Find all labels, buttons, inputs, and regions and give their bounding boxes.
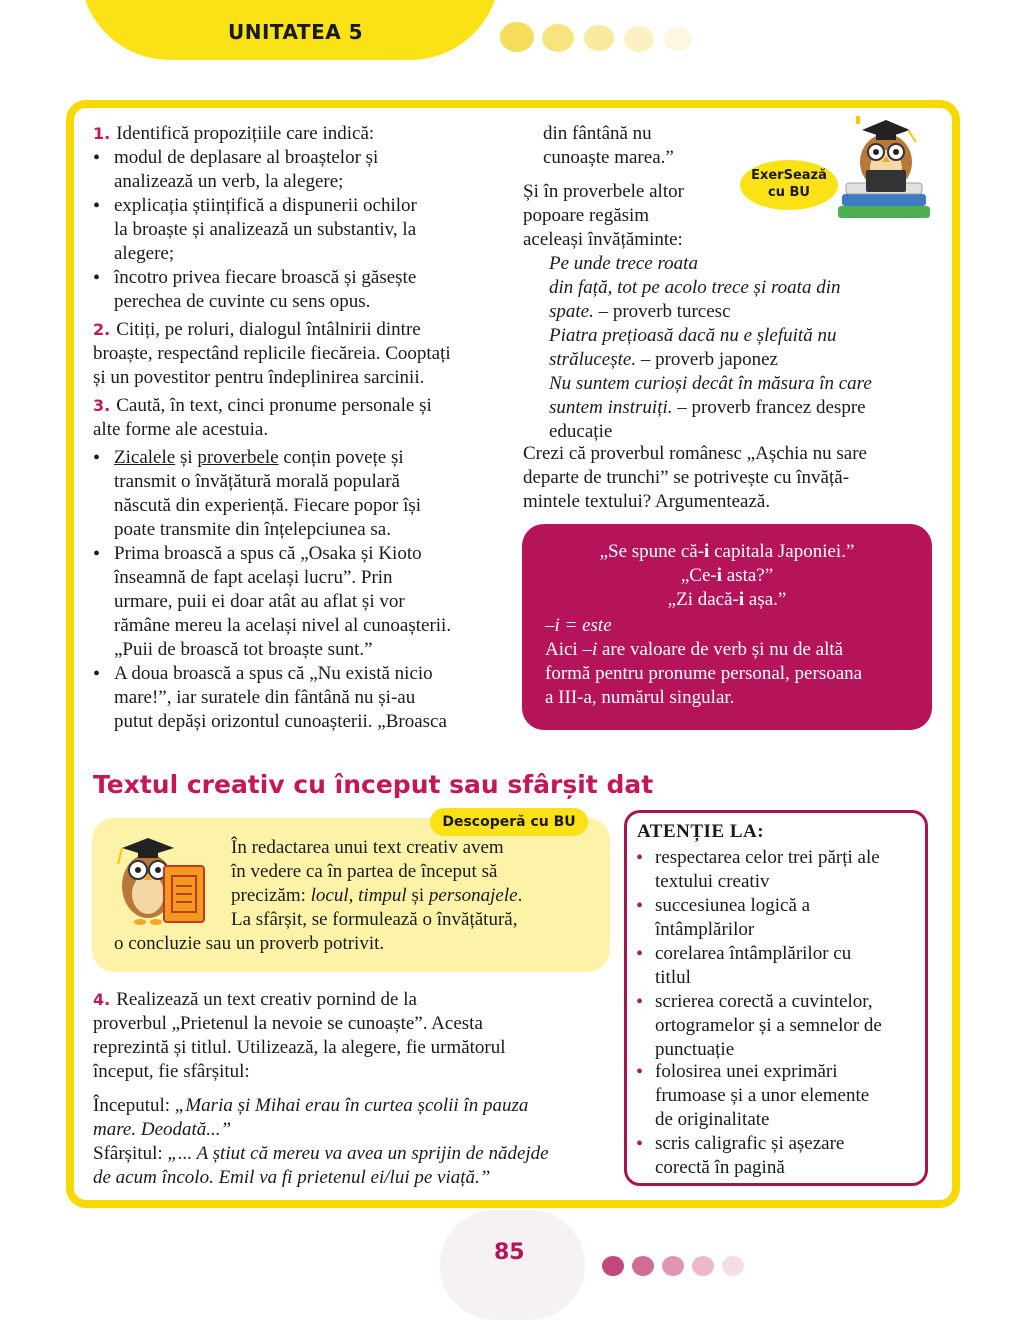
proverbs-intro: Și în proverbele altor popoare regăsim aceleași învățăminte: (523, 181, 684, 250)
bullet-icon: • (93, 663, 101, 685)
footer-dot (632, 1256, 654, 1276)
grammar-rule: –i = este (545, 615, 612, 636)
header-dot (624, 26, 654, 52)
bullet-icon: • (636, 847, 644, 869)
bullet-icon: • (93, 195, 101, 217)
exercise-3-prompt: 3. Caută, în text, cinci pronume personale și alte forme ale acestuia. (93, 395, 432, 440)
bullet-icon: • (636, 1133, 644, 1155)
header-dot (664, 27, 692, 51)
exercise-2-prompt: 2. Citiți, pe roluri, dialogul întâlnirii dintre broaște, respectând replicile fiecăreia. Cooptați și un povestitor pentru îndeplinirea sarcinii. (93, 319, 451, 388)
exercise-4-options: Începutul: „Maria și Mihai erau în curtea școlii în pauza mare. Deodată...” Sfârșitul: „... A știut că mereu va avea un sprijin de nădejde de acum încolo. Emil va fi prietenul ei/lui pe viață.” (93, 1095, 549, 1188)
header-dot (542, 24, 574, 52)
owl-book-illustration (104, 830, 216, 930)
page-number: 85 (494, 1240, 525, 1265)
descopera-tag: Descoperă cu BU (430, 808, 588, 836)
attention-item: succesiunea logică a întâmplărilor (655, 895, 811, 940)
exercise-number: 4. (93, 990, 111, 1009)
grammar-quotes: „Se spune că-i capitala Japoniei.” „Ce-i asta?” „Zi dacă-i așa.” (599, 541, 855, 610)
exercise-4-prompt: 4. Realizează un text creativ pornind de la proverbul „Prietenul la nevoie se cunoaște”. Acesta reprezintă și titlul. Utilizează, la alegere, fie următorul început, fie sfârșitul: (93, 989, 506, 1082)
proverb-french: Nu suntem curioși decât în măsura în care suntem instruiți. – proverb francez despre educație (549, 373, 872, 442)
attention-item: scrierea corectă a cuvintelor, ortogramelor și a semnelor de punctuație (655, 991, 882, 1060)
attention-item: respectarea celor trei părți ale textului creativ (655, 847, 880, 892)
bullet-text: explicația științifică a dispunerii ochilor la broaște și analizează un substantiv, la alegere; (114, 195, 417, 264)
section-title: Textul creativ cu început sau sfârșit dat (93, 770, 654, 799)
owl-laptop-illustration (832, 108, 936, 226)
grammar-note-box (522, 524, 932, 730)
bullet-icon: • (636, 1061, 644, 1083)
bullet-icon: • (636, 943, 644, 965)
bullet-icon: • (93, 147, 101, 169)
bullet-icon: • (636, 991, 644, 1013)
attention-item: scris caligrafic și așezare corectă în pagină (655, 1133, 845, 1178)
quote-continuation: din fântână nu cunoaște marea.” (543, 123, 674, 168)
page-number-blob (440, 1210, 585, 1320)
panel-text-top: În redactarea unui text creativ avem în vedere ca în partea de început să precizăm: locul, timpul și personajele. La sfârșit, se formulează o învățătură, (231, 837, 523, 930)
info-bullet-proverbs: Zicalele și proverbele conțin povețe și transmit o învățătură morală populară născută din experiență. Fiecare popor își poate transmite din înțelepciunea sa. (114, 447, 422, 540)
footer-dot (722, 1256, 744, 1276)
exerseaza-badge: ExerSează cu BU (740, 160, 838, 210)
exercise-number: 1. (93, 124, 111, 143)
header-dot (584, 25, 614, 51)
proverb-question: Crezi că proverbul românesc „Așchia nu sare departe de trunchi” se potrivește cu învăță- mintele textului? Argumentează. (523, 443, 867, 512)
attention-item: folosirea unei exprimări frumoase și a unor elemente de originalitate (655, 1061, 870, 1130)
proverb-turkish: Pe unde trece roata din față, tot pe acolo trece și roata din spate. – proverb turcesc (549, 253, 841, 322)
exercise-number: 3. (93, 396, 111, 415)
footer-dot (602, 1256, 624, 1276)
footer-dot (662, 1256, 684, 1276)
attention-title: ATENȚIE LA: (637, 821, 765, 842)
bullet-icon: • (93, 447, 101, 469)
footer-dot (692, 1256, 714, 1276)
bullet-text: modul de deplasare al broaștelor și analizează un verb, la alegere; (114, 147, 379, 192)
bullet-text: încotro privea fiecare broască și găsește perechea de cuvinte cu sens opus. (114, 267, 417, 312)
bullet-icon: • (93, 267, 101, 289)
bullet-icon: • (93, 543, 101, 565)
exercise-number: 2. (93, 320, 111, 339)
panel-text-bottom: o concluzie sau un proverb potrivit. (114, 933, 385, 954)
proverb-japanese: Piatra prețioasă dacă nu e șlefuită nu strălucește. – proverb japonez (549, 325, 837, 370)
unit-label: UNITATEA 5 (228, 20, 364, 44)
info-bullet-first-frog: Prima broască a spus că „Osaka și Kioto înseamnă de fapt același lucru”. Prin urmare, puii ei doar atât au aflat și vor rămâne mereu la același nivel al cunoașterii. „Puii de broască tot broaște sunt.” (114, 543, 452, 660)
attention-item: corelarea întâmplărilor cu titlul (655, 943, 852, 988)
info-bullet-second-frog: A doua broască a spus că „Nu există nicio mare!”, iar suratele din fântână nu și-au putut depăși orizontul cunoașterii. „Broasca (114, 663, 447, 732)
header-dot (500, 22, 534, 52)
bullet-icon: • (636, 895, 644, 917)
grammar-explanation: Aici –i are valoare de verb și nu de altă formă pentru pronume personal, persoana a III-a, numărul singular. (545, 639, 863, 708)
exercise-1-prompt: 1. Identifică propozițiile care indică: (93, 123, 375, 144)
